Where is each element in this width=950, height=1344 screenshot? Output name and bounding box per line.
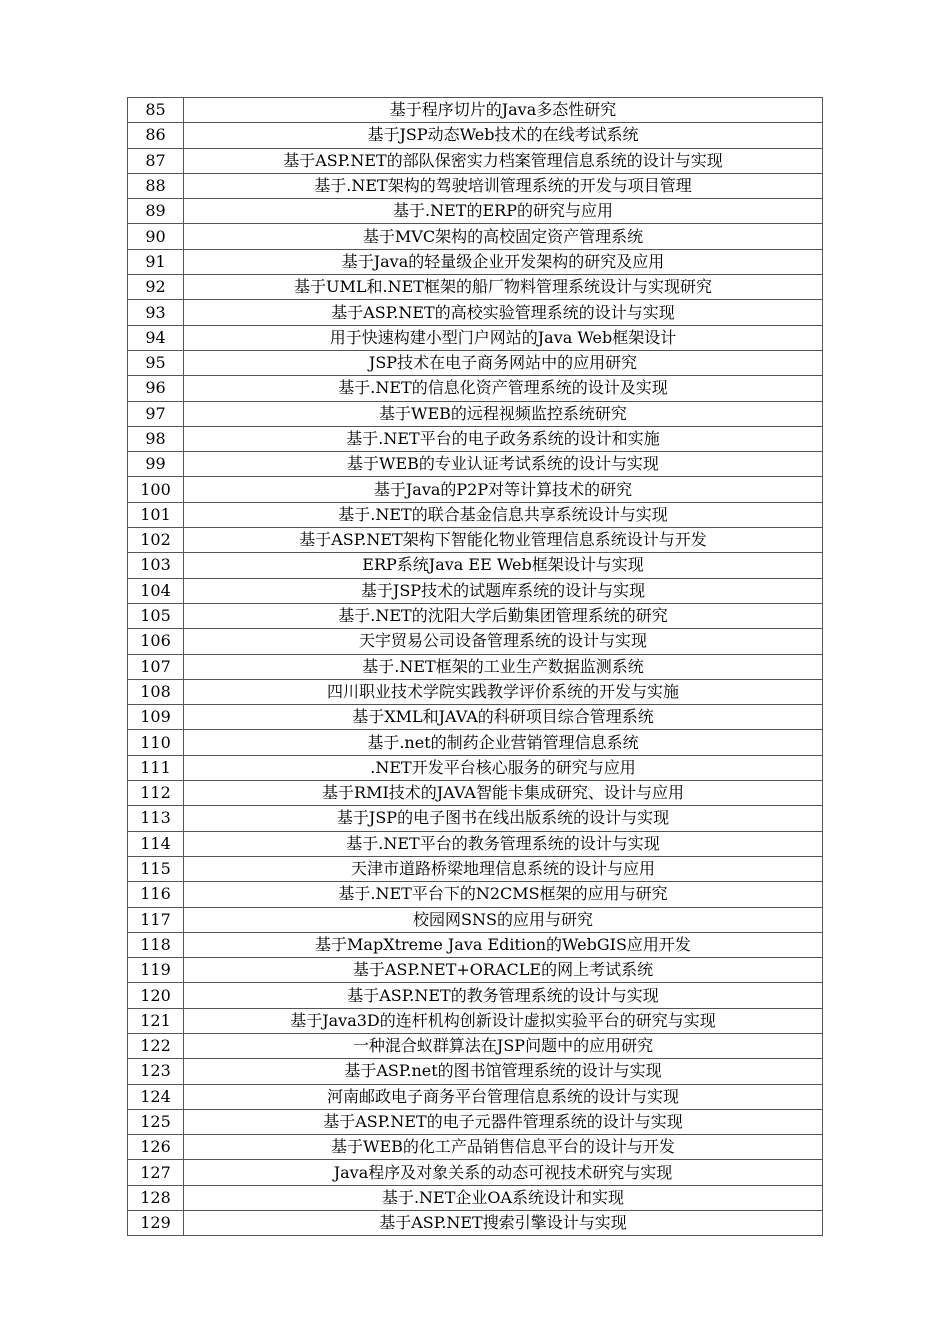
row-number: 87	[128, 148, 184, 173]
table-row	[128, 528, 823, 553]
row-title: 基于.NET的信息化资产管理系统的设计及实现	[184, 376, 823, 401]
table-row	[128, 426, 823, 451]
table-row	[128, 856, 823, 881]
table-row	[128, 502, 823, 527]
row-number: 116	[128, 882, 184, 907]
row-number: 92	[128, 275, 184, 300]
table-row	[128, 781, 823, 806]
table-row	[128, 1211, 823, 1236]
table-body	[128, 98, 823, 1236]
row-number: 109	[128, 705, 184, 730]
table-row	[128, 275, 823, 300]
row-number: 104	[128, 578, 184, 603]
table-row	[128, 882, 823, 907]
row-title: 基于.NET平台的电子政务系统的设计和实施	[184, 426, 823, 451]
row-number: 93	[128, 300, 184, 325]
row-title: 基于MapXtreme Java Edition的WebGIS应用开发	[184, 932, 823, 957]
row-title: 基于.NET平台的教务管理系统的设计与实现	[184, 831, 823, 856]
table-row	[128, 376, 823, 401]
row-number: 113	[128, 806, 184, 831]
row-number: 114	[128, 831, 184, 856]
row-number: 94	[128, 325, 184, 350]
table-row	[128, 654, 823, 679]
table-row	[128, 477, 823, 502]
table-row	[128, 553, 823, 578]
table-row	[128, 325, 823, 350]
row-title: 基于Java3D的连杆机构创新设计虚拟实验平台的研究与实现	[184, 1008, 823, 1033]
row-title: 基于.NET企业OA系统设计和实现	[184, 1185, 823, 1210]
row-number: 96	[128, 376, 184, 401]
row-title: 一种混合蚁群算法在JSP问题中的应用研究	[184, 1033, 823, 1058]
table-row	[128, 350, 823, 375]
table-row	[128, 831, 823, 856]
row-number: 123	[128, 1059, 184, 1084]
table-row	[128, 629, 823, 654]
row-title: 基于Java的P2P对等计算技术的研究	[184, 477, 823, 502]
row-title: 基于WEB的专业认证考试系统的设计与实现	[184, 452, 823, 477]
table-row	[128, 1033, 823, 1058]
row-title: 基于JSP技术的试题库系统的设计与实现	[184, 578, 823, 603]
row-title: ERP系统Java EE Web框架设计与实现	[184, 553, 823, 578]
row-number: 115	[128, 856, 184, 881]
row-title: 基于.NET的沈阳大学后勤集团管理系统的研究	[184, 603, 823, 628]
row-number: 118	[128, 932, 184, 957]
row-number: 120	[128, 983, 184, 1008]
table-row	[128, 1185, 823, 1210]
table-row	[128, 199, 823, 224]
row-title: 校园网SNS的应用与研究	[184, 907, 823, 932]
row-number: 128	[128, 1185, 184, 1210]
table-row	[128, 679, 823, 704]
table-row	[128, 1135, 823, 1160]
row-title: 基于ASP.NET搜索引擎设计与实现	[184, 1211, 823, 1236]
table-row	[128, 983, 823, 1008]
row-title: 基于ASP.NET的教务管理系统的设计与实现	[184, 983, 823, 1008]
table-row	[128, 98, 823, 123]
table-row	[128, 730, 823, 755]
thesis-list-table	[127, 97, 823, 1236]
row-title: 基于程序切片的Java多态性研究	[184, 98, 823, 123]
table-row	[128, 755, 823, 780]
table-row	[128, 705, 823, 730]
row-number: 89	[128, 199, 184, 224]
row-number: 99	[128, 452, 184, 477]
table-row	[128, 603, 823, 628]
table-row	[128, 578, 823, 603]
row-title: .NET开发平台核心服务的研究与应用	[184, 755, 823, 780]
row-number: 129	[128, 1211, 184, 1236]
row-number: 119	[128, 958, 184, 983]
row-title: 基于WEB的化工产品销售信息平台的设计与开发	[184, 1135, 823, 1160]
table-row	[128, 932, 823, 957]
row-number: 105	[128, 603, 184, 628]
table-row	[128, 249, 823, 274]
row-title: 基于ASP.NET的部队保密实力档案管理信息系统的设计与实现	[184, 148, 823, 173]
table-row	[128, 173, 823, 198]
table-row	[128, 1084, 823, 1109]
table-row	[128, 401, 823, 426]
row-title: 基于XML和JAVA的科研项目综合管理系统	[184, 705, 823, 730]
table-row	[128, 452, 823, 477]
row-title: 基于ASP.NET架构下智能化物业管理信息系统设计与开发	[184, 528, 823, 553]
row-title: 基于.NET的ERP的研究与应用	[184, 199, 823, 224]
row-number: 110	[128, 730, 184, 755]
row-number: 85	[128, 98, 184, 123]
row-number: 90	[128, 224, 184, 249]
row-number: 108	[128, 679, 184, 704]
table-row	[128, 1059, 823, 1084]
table-row	[128, 1008, 823, 1033]
row-number: 107	[128, 654, 184, 679]
table-row	[128, 1109, 823, 1134]
table-row	[128, 806, 823, 831]
table-row	[128, 1160, 823, 1185]
table-row	[128, 148, 823, 173]
row-title: 基于.net的制药企业营销管理信息系统	[184, 730, 823, 755]
row-title: 四川职业技术学院实践教学评价系统的开发与实施	[184, 679, 823, 704]
row-title: 基于ASP.net的图书馆管理系统的设计与实现	[184, 1059, 823, 1084]
row-number: 102	[128, 528, 184, 553]
row-number: 124	[128, 1084, 184, 1109]
row-number: 97	[128, 401, 184, 426]
row-number: 112	[128, 781, 184, 806]
row-number: 121	[128, 1008, 184, 1033]
row-number: 125	[128, 1109, 184, 1134]
row-title: 天津市道路桥梁地理信息系统的设计与应用	[184, 856, 823, 881]
table-row	[128, 907, 823, 932]
row-number: 98	[128, 426, 184, 451]
row-number: 91	[128, 249, 184, 274]
row-number: 95	[128, 350, 184, 375]
row-title: 基于RMI技术的JAVA智能卡集成研究、设计与应用	[184, 781, 823, 806]
table-row	[128, 300, 823, 325]
row-title: 河南邮政电子商务平台管理信息系统的设计与实现	[184, 1084, 823, 1109]
row-title: 基于.NET架构的驾驶培训管理系统的开发与项目管理	[184, 173, 823, 198]
row-number: 117	[128, 907, 184, 932]
row-title: JSP技术在电子商务网站中的应用研究	[184, 350, 823, 375]
row-title: 天宇贸易公司设备管理系统的设计与实现	[184, 629, 823, 654]
row-number: 86	[128, 123, 184, 148]
table-row	[128, 958, 823, 983]
row-title: 基于Java的轻量级企业开发架构的研究及应用	[184, 249, 823, 274]
row-number: 106	[128, 629, 184, 654]
row-title: 基于.NET框架的工业生产数据监测系统	[184, 654, 823, 679]
row-number: 101	[128, 502, 184, 527]
row-number: 127	[128, 1160, 184, 1185]
table-row	[128, 123, 823, 148]
row-number: 100	[128, 477, 184, 502]
row-number: 103	[128, 553, 184, 578]
row-number: 122	[128, 1033, 184, 1058]
table-row	[128, 224, 823, 249]
row-title: 基于ASP.NET+ORACLE的网上考试系统	[184, 958, 823, 983]
row-number: 111	[128, 755, 184, 780]
row-title: Java程序及对象关系的动态可视技术研究与实现	[184, 1160, 823, 1185]
row-title: 基于UML和.NET框架的船厂物料管理系统设计与实现研究	[184, 275, 823, 300]
row-title: 基于.NET的联合基金信息共享系统设计与实现	[184, 502, 823, 527]
row-title: 基于JSP动态Web技术的在线考试系统	[184, 123, 823, 148]
row-title: 基于.NET平台下的N2CMS框架的应用与研究	[184, 882, 823, 907]
row-title: 基于WEB的远程视频监控系统研究	[184, 401, 823, 426]
row-title: 基于ASP.NET的高校实验管理系统的设计与实现	[184, 300, 823, 325]
row-title: 用于快速构建小型门户网站的Java Web框架设计	[184, 325, 823, 350]
row-title: 基于JSP的电子图书在线出版系统的设计与实现	[184, 806, 823, 831]
row-title: 基于MVC架构的高校固定资产管理系统	[184, 224, 823, 249]
row-title: 基于ASP.NET的电子元器件管理系统的设计与实现	[184, 1109, 823, 1134]
row-number: 88	[128, 173, 184, 198]
row-number: 126	[128, 1135, 184, 1160]
